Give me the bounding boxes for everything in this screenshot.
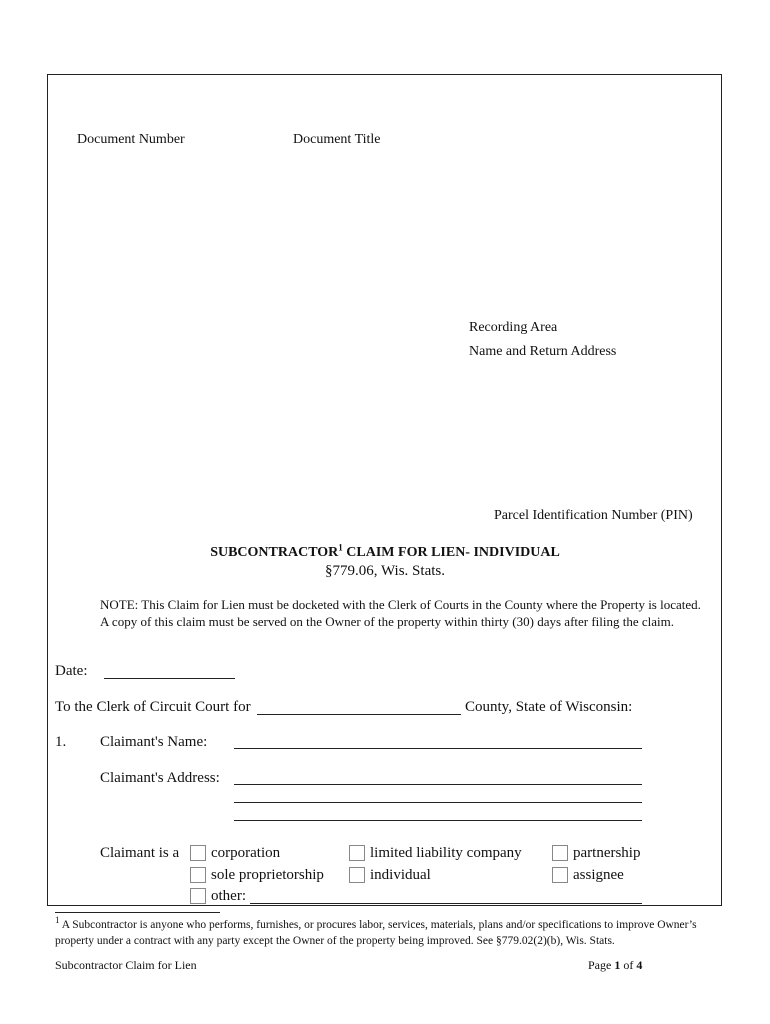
- sole-proprietorship-label: sole proprietorship: [211, 867, 324, 883]
- item-number: 1.: [55, 734, 67, 750]
- claimant-address-field-2[interactable]: [234, 802, 642, 803]
- title-main: SUBCONTRACTOR: [210, 545, 339, 560]
- sole-proprietorship-checkbox[interactable]: [190, 867, 206, 883]
- page-prefix: Page: [588, 958, 615, 972]
- assignee-label: assignee: [573, 867, 624, 883]
- footnote-divider: [55, 912, 220, 913]
- llc-checkbox[interactable]: [349, 845, 365, 861]
- footnote: [55, 917, 720, 949]
- claimant-name-field[interactable]: [234, 748, 642, 749]
- form-title: [0, 542, 770, 561]
- individual-checkbox[interactable]: [349, 867, 365, 883]
- recording-area-label: Recording Area: [469, 320, 558, 335]
- county-field[interactable]: [257, 714, 461, 715]
- date-label: Date:: [55, 663, 88, 679]
- page-number: 1: [614, 958, 621, 972]
- other-field[interactable]: [250, 903, 642, 904]
- claimant-address-field-3[interactable]: [234, 820, 642, 821]
- name-return-address-label: Name and Return Address: [469, 344, 617, 359]
- claimant-name-label: Claimant's Name:: [100, 734, 208, 750]
- footnote-number: 1: [55, 915, 60, 926]
- document-title-label: Document Title: [293, 132, 381, 147]
- clerk-label-prefix: To the Clerk of Circuit Court for: [55, 699, 251, 715]
- pin-label: Parcel Identification Number (PIN): [494, 508, 693, 523]
- page-indicator: [588, 958, 642, 973]
- clerk-label-suffix: County, State of Wisconsin:: [465, 699, 633, 715]
- corporation-label: corporation: [211, 845, 281, 861]
- title-footnote-ref: 1: [338, 542, 343, 553]
- date-field[interactable]: [104, 678, 235, 679]
- footnote-text: A Subcontractor is anyone who performs, furnishes, or procures labor, services, materials, plans and/or specifications to improve Owner’s property under a contract with any party except the Owner of the property being improved. See §779.02(2)(b), Wis. Stats.: [55, 919, 697, 947]
- other-checkbox[interactable]: [190, 888, 206, 904]
- claimant-address-label: Claimant's Address:: [100, 770, 220, 786]
- page-total: 4: [636, 958, 643, 972]
- assignee-checkbox[interactable]: [552, 867, 568, 883]
- page-of: of: [620, 958, 637, 972]
- partnership-checkbox[interactable]: [552, 845, 568, 861]
- claimant-address-field-1[interactable]: [234, 784, 642, 785]
- other-label: other:: [211, 888, 246, 904]
- llc-label: limited liability company: [370, 845, 522, 861]
- document-number-label: Document Number: [77, 132, 185, 147]
- claimant-is-label: Claimant is a: [100, 845, 180, 861]
- filing-note: NOTE: This Claim for Lien must be docketed with the Clerk of Courts in the County where the Property is located. A copy of this claim must be served on the Owner of the property within thirty (30) days after filing the claim.: [100, 597, 701, 629]
- footer-title: Subcontractor Claim for Lien: [55, 958, 197, 972]
- title-main-rest: CLAIM FOR LIEN- INDIVIDUAL: [342, 545, 560, 560]
- partnership-label: partnership: [573, 845, 641, 861]
- individual-label: individual: [370, 867, 431, 883]
- statute-reference: §779.06, Wis. Stats.: [325, 563, 445, 579]
- corporation-checkbox[interactable]: [190, 845, 206, 861]
